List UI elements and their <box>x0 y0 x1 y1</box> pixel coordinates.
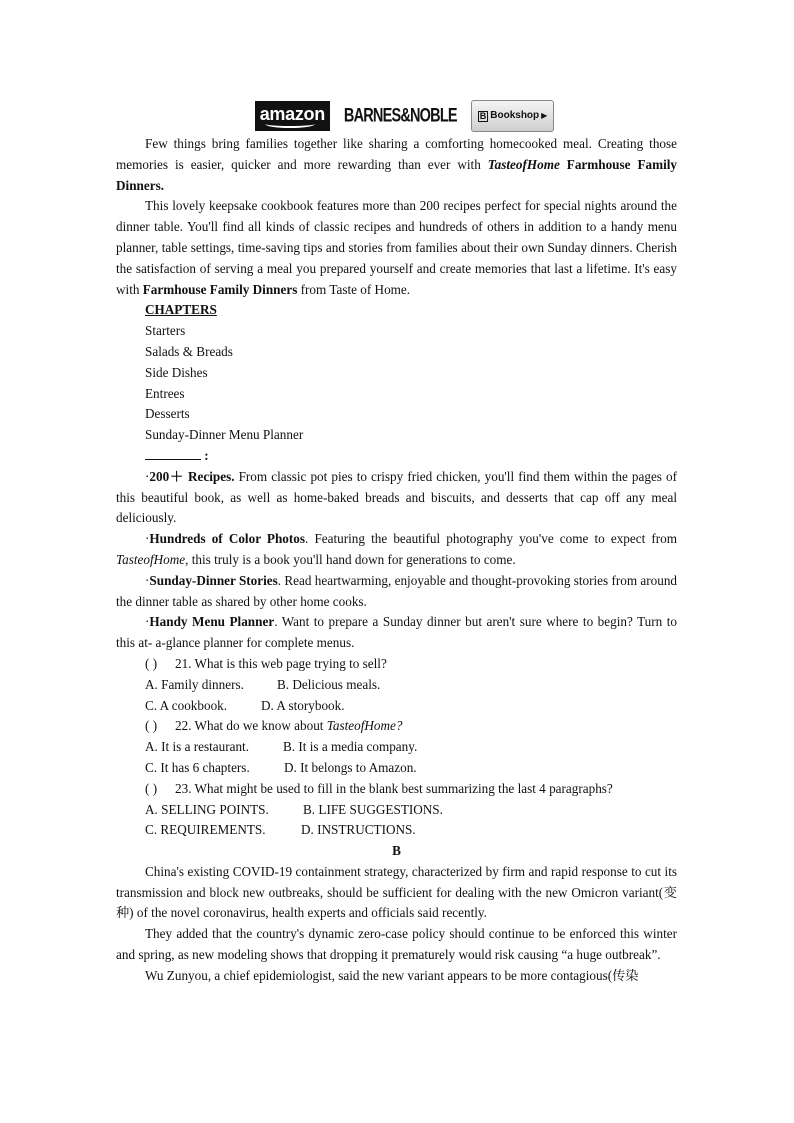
brand-name: TasteofHome, <box>116 551 189 567</box>
question-stem: 23. What might be used to fill in the blank best summarizing the last 4 paragraphs? <box>175 780 613 796</box>
chapter-item: Desserts <box>145 406 190 422</box>
question-22-options-row-1 <box>116 737 677 758</box>
chapter-item: Salads & Breads <box>145 343 233 359</box>
option-b[interactable]: B. It is a media company. <box>283 739 418 755</box>
question-21 <box>116 654 677 675</box>
feature-planner <box>116 612 677 654</box>
option-a[interactable]: A. Family dinners. <box>145 676 244 692</box>
option-d[interactable]: D. INSTRUCTIONS. <box>301 822 416 838</box>
answer-paren[interactable]: ( ) <box>145 718 158 734</box>
question-22-options-row-2 <box>116 758 677 779</box>
feature-text-tail: this truly is a book you'll hand down for generations to come. <box>188 551 516 567</box>
feature-text: From classic pot pies to crispy fried chicken, you'll find them within the pages of this beautiful book, as well as home-baked breads and biscuits, and desserts that cap off any meal deliciously. <box>116 468 677 526</box>
chapters-heading <box>116 300 677 321</box>
book-title: Farmhouse Family Dinners. <box>116 156 677 193</box>
intro-p1-text: Few things bring families together like sharing a comforting homecooked meal. Creating those memories is easier, quicker and more rewarding than ever with <box>116 136 677 172</box>
feature-stories <box>116 571 677 613</box>
section-b-paragraph-3: Wu Zunyou, a chief epidemiologist, said the new variant appears to be more contagious(传染 <box>145 967 639 983</box>
option-c[interactable]: C. A cookbook. <box>145 697 228 713</box>
feature-text: . Read heartwarming, enjoyable and thought-provoking stories from around the dinner table as shared by other home cooks. <box>116 572 678 609</box>
question-stem: 22. What do we know about <box>175 718 327 734</box>
brand-name: TasteofHome <box>487 156 560 172</box>
amazon-logo-text: amazon <box>259 104 325 124</box>
bookshop-logo[interactable] <box>471 100 555 133</box>
bookshop-logo-text: Bookshop <box>490 109 540 121</box>
option-c[interactable]: C. It has 6 chapters. <box>145 759 250 775</box>
feature-title: Sunday-Dinner Stories <box>149 572 278 588</box>
question-23-options-row-2 <box>116 820 677 841</box>
document-page <box>116 100 677 987</box>
chapter-item: Side Dishes <box>145 364 208 380</box>
option-c[interactable]: C. REQUIREMENTS. <box>145 822 266 838</box>
brand-name: TasteofHome? <box>326 718 403 734</box>
chapter-item: Starters <box>145 323 186 339</box>
feature-title: 200＋ Recipes. <box>149 468 235 484</box>
question-23-options-row-1 <box>116 800 677 821</box>
retailer-logos <box>132 100 677 132</box>
play-arrow-icon: ▶ <box>541 110 548 120</box>
bullet-dot: · <box>145 531 150 547</box>
answer-paren[interactable]: ( ) <box>145 655 158 671</box>
amazon-logo[interactable] <box>255 101 330 131</box>
feature-recipes <box>116 467 677 529</box>
section-b-paragraph-2: They added that the country's dynamic zero-case policy should continue to be enforced this winter and spring, as new modeling shows that dropping it prematurely would risk causing “a huge outbreak”. <box>116 926 677 963</box>
barnes-noble-logo[interactable] <box>344 102 457 130</box>
feature-title: Hundreds of Color Photos <box>149 531 306 547</box>
intro-paragraph-1 <box>116 134 677 196</box>
question-21-options-row-1 <box>116 675 677 696</box>
option-a[interactable]: A. SELLING POINTS. <box>145 801 269 817</box>
intro-p2-text: This lovely keepsake cookbook features more than 200 recipes perfect for special nights around the dinner table. You'll find all kinds of classic recipes and hundreds of others in addition to a handy menu planner, table settings, time-saving tips and stories from families about their own Sunday dinners. Cherish the satisfaction of serving a meal you prepared yourself and create memories that last a lifetime. It's easy with <box>116 198 677 297</box>
option-a[interactable]: A. It is a restaurant. <box>145 739 249 755</box>
bookshop-b-icon: B <box>479 110 487 121</box>
answer-blank[interactable] <box>145 446 201 460</box>
chapter-item: Sunday-Dinner Menu Planner <box>145 427 304 443</box>
blank-heading <box>116 446 677 467</box>
blank-colon: : <box>201 447 209 463</box>
bullet-dot: · <box>145 572 150 588</box>
chapter-item: Entrees <box>145 385 185 401</box>
intro-p2-tail: from Taste of Home. <box>297 281 411 297</box>
question-23 <box>116 779 677 800</box>
question-22 <box>116 716 677 737</box>
bullet-dot: · <box>145 614 150 630</box>
book-title: Farmhouse Family Dinners <box>142 281 298 297</box>
section-b-paragraph-1: China's existing COVID-19 containment strategy, characterized by firm and rapid response to cut its transmission and block new outbreaks, should be sufficient for dealing with the new Omicron variant(变种) of the novel coronavirus, health experts and officials said recently. <box>116 863 677 921</box>
option-d[interactable]: D. A storybook. <box>261 697 345 713</box>
bullet-dot: · <box>145 468 150 484</box>
feature-title: Handy Menu Planner <box>149 614 275 630</box>
feature-text: . Featuring the beautiful photography you've come to expect from <box>305 531 677 547</box>
answer-paren[interactable]: ( ) <box>145 780 158 796</box>
option-d[interactable]: D. It belongs to Amazon. <box>284 759 417 775</box>
feature-photos <box>116 529 677 571</box>
option-b[interactable]: B. LIFE SUGGESTIONS. <box>303 801 443 817</box>
option-b[interactable]: B. Delicious meals. <box>277 676 381 692</box>
chapters-heading-text: CHAPTERS <box>145 302 217 318</box>
barnes-noble-logo-text: BARNES&NOBLE <box>343 104 457 127</box>
section-b-label: B <box>392 843 401 859</box>
feature-text: . Want to prepare a Sunday dinner but aren't sure where to begin? Turn to this at- a-glance planner for complete menus. <box>116 614 677 651</box>
amazon-smile-icon <box>265 120 315 128</box>
question-stem: 21. What is this web page trying to sell? <box>175 655 387 671</box>
intro-paragraph-2 <box>116 196 677 300</box>
question-21-options-row-2 <box>116 696 677 717</box>
